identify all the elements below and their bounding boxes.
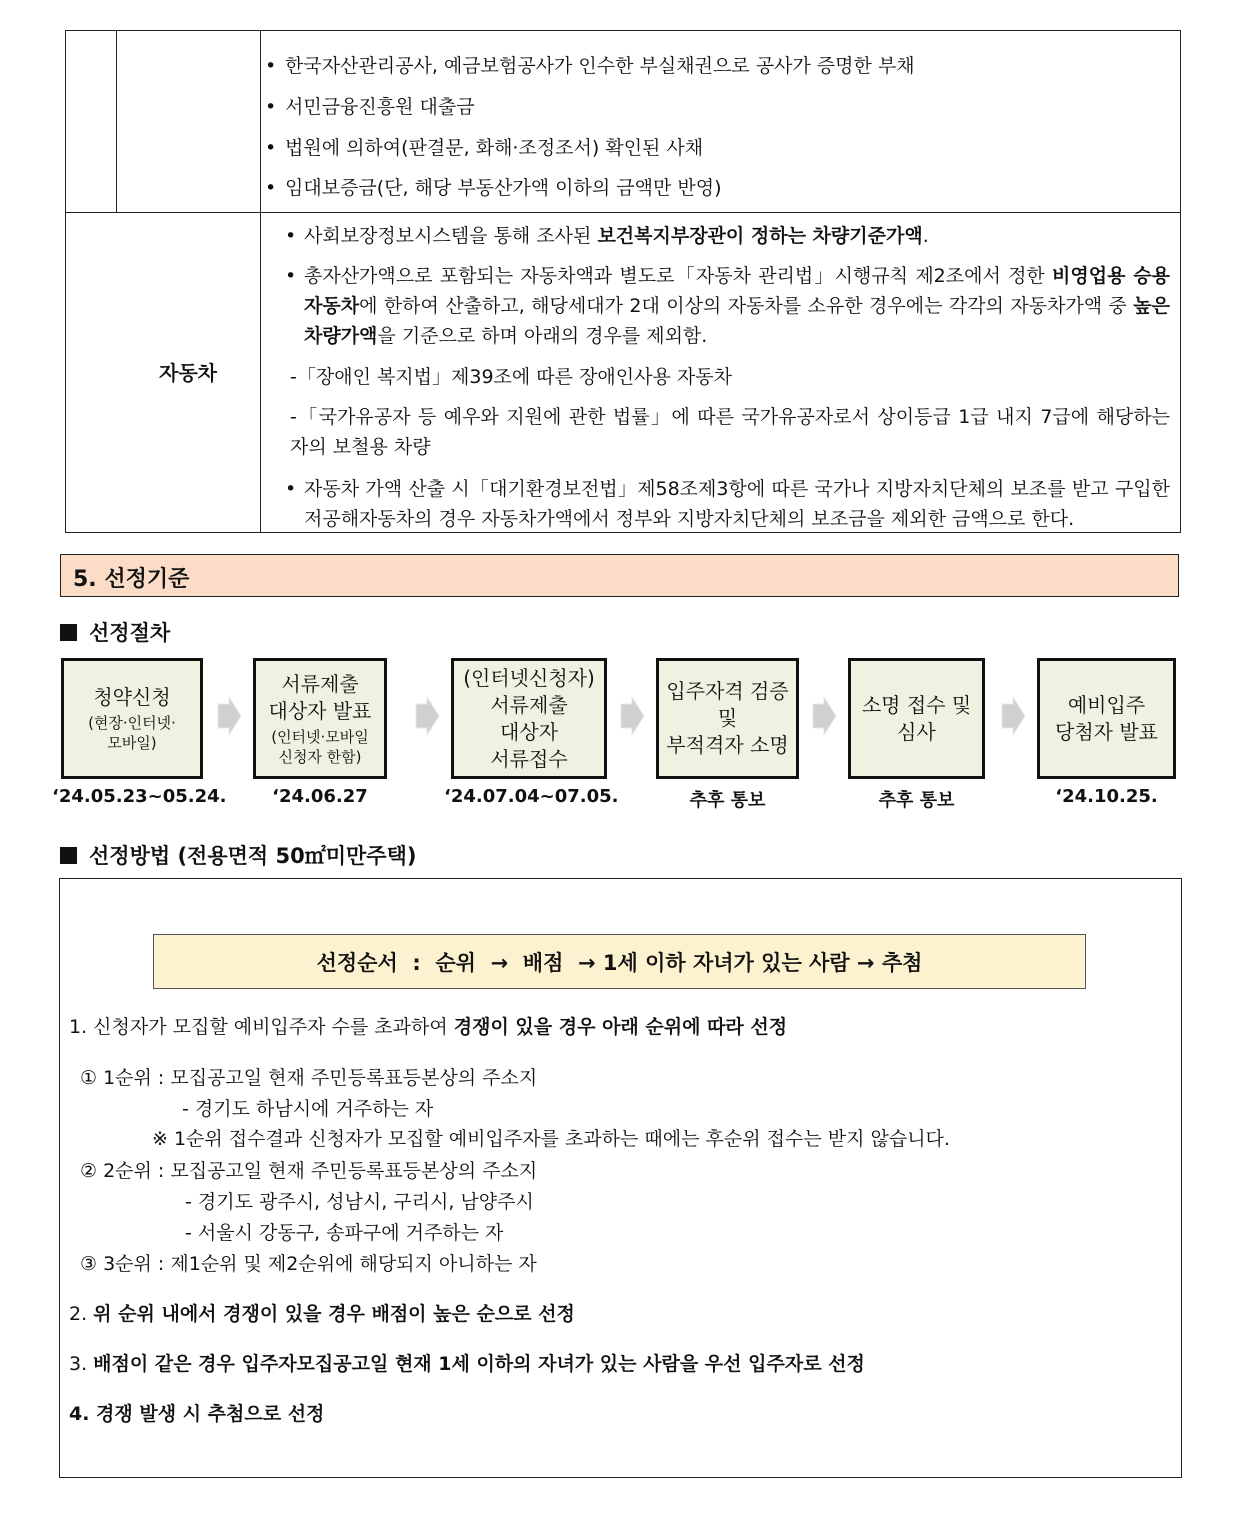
debt-item: • 법원에 의하여(판결문, 화해·조정조서) 확인된 사채 <box>265 137 704 159</box>
procedure-step: 예비입주 당첨자 발표 <box>1037 658 1176 779</box>
arrow-right-icon <box>619 696 645 736</box>
rank-detail: - 경기도 하남시에 거주하는 자 <box>182 1098 434 1120</box>
procedure-step: 청약신청 (현장·인터넷· 모바일) <box>61 658 203 779</box>
procedure-step: 입주자격 검증 및 부적격자 소명 <box>656 658 799 779</box>
arrow-right-icon <box>414 696 440 736</box>
section-title-bar <box>60 554 1179 597</box>
rank-item: ③ 3순위 : 제1순위 및 제2순위에 해당되지 아니하는 자 <box>80 1253 537 1275</box>
car-exception: -「장애인 복지법」제39조에 따른 장애인사용 자동차 <box>290 366 732 388</box>
step-date: 추후 통보 <box>878 790 955 811</box>
step-date: 추후 통보 <box>689 790 766 811</box>
method-item: 3. 배점이 같은 경우 입주자모집공고일 현재 1세 이하의 자녀가 있는 사람을 우선 입주자로 선정 <box>69 1353 865 1375</box>
method-item: 1. 신청자가 모집할 예비입주자 수를 초과하여 경쟁이 있을 경우 아래 순위에 따라 선정 <box>69 1016 788 1038</box>
table-divider <box>260 30 261 533</box>
debt-item: • 임대보증금(단, 해당 부동산가액 이하의 금액만 반영) <box>265 177 722 199</box>
arrow-right-icon <box>216 696 242 736</box>
table-divider <box>116 30 117 213</box>
car-row-label: 자동차 <box>159 361 217 385</box>
square-bullet-icon <box>60 847 77 864</box>
section-title: 5. 선정기준 <box>73 567 190 592</box>
procedure-step: (인터넷신청자) 서류제출 대상자 서류접수 <box>451 658 607 779</box>
procedure-step: 소명 접수 및 심사 <box>848 658 985 779</box>
method-item: 4. 경쟁 발생 시 추첨으로 선정 <box>69 1403 325 1425</box>
step-date: ‘24.07.04~07.05. <box>444 786 619 807</box>
rank-detail: - 서울시 강동구, 송파구에 거주하는 자 <box>185 1222 504 1244</box>
debt-item: • 한국자산관리공사, 예금보험공사가 인수한 부실채권으로 공사가 증명한 부채 <box>265 55 915 77</box>
rank-item: ① 1순위 : 모집공고일 현재 주민등록표등본상의 주소지 <box>80 1067 538 1089</box>
car-criterion: • 자동차 가액 산출 시「대기환경보전법」제58조제3항에 따른 국가나 지방자치단체의 보조를 받고 구입한 저공해자동차의 경우 자동차가액에서 정부와 지방자치단체의 보조금을 제외한 금액으로 한다. <box>285 478 1170 530</box>
table-divider <box>65 212 1181 213</box>
debt-item: • 서민금융진흥원 대출금 <box>265 96 475 118</box>
car-criterion: • 사회보장정보시스템을 통해 조사된 보건복지부장관이 정하는 차량기준가액. <box>285 225 929 247</box>
step-date: ‘24.06.27 <box>272 786 368 807</box>
arrow-right-icon <box>811 696 837 736</box>
rank-detail: - 경기도 광주시, 성남시, 구리시, 남양주시 <box>185 1191 534 1213</box>
method-heading: 선정방법 (전용면적 50㎡미만주택) <box>60 840 416 870</box>
square-bullet-icon <box>60 624 77 641</box>
arrow-right-icon <box>1000 696 1026 736</box>
step-date: ‘24.05.23~05.24. <box>52 786 227 807</box>
step-date: ‘24.10.25. <box>1055 786 1158 807</box>
car-criterion: • 총자산가액으로 포함되는 자동차액과 별도로「자동차 관리법」시행규칙 제2조에서 정한 비영업용 승용자동차에 한하여 산출하고, 해당세대가 2대 이상의 자동차를 소유한 경우에는 각각의 자동차가액 중 높은 차량가액을 기준으로 하며 아래의 경우를 제외함. <box>285 265 1170 347</box>
procedure-step: 서류제출 대상자 발표 (인터넷·모바일 신청자 한함) <box>253 658 387 779</box>
procedure-heading: 선정절차 <box>60 617 170 647</box>
rank-note: ※ 1순위 접수결과 신청자가 모집할 예비입주자를 초과하는 때에는 후순위 접수는 받지 않습니다. <box>152 1128 950 1150</box>
car-exception: -「국가유공자 등 예우와 지원에 관한 법률」에 따른 국가유공자로서 상이등급 1급 내지 7급에 해당하는 자의 보철용 차량 <box>290 406 1170 458</box>
rank-item: ② 2순위 : 모집공고일 현재 주민등록표등본상의 주소지 <box>80 1160 538 1182</box>
selection-order: 선정순서 : 순위 → 배점 → 1세 이하 자녀가 있는 사람 → 추첨 <box>153 934 1086 989</box>
method-item: 2. 위 순위 내에서 경쟁이 있을 경우 배점이 높은 순으로 선정 <box>69 1303 575 1325</box>
